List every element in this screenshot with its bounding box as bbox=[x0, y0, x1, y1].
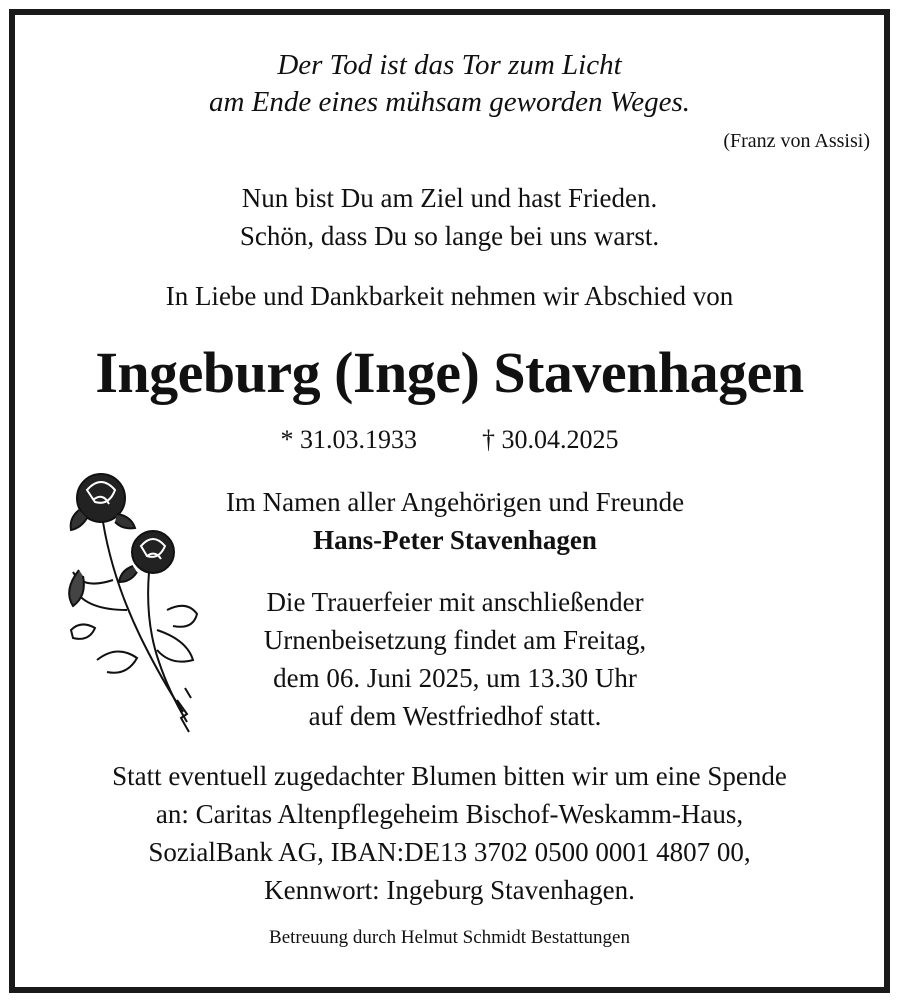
intro-text: In Liebe und Dankbarkeit nehmen wir Abschied von bbox=[165, 281, 734, 311]
quote-author: (Franz von Assisi) bbox=[723, 130, 870, 152]
signer-name: Hans-Peter Stavenhagen bbox=[313, 525, 597, 555]
death-date: † 30.04.2025 bbox=[482, 425, 619, 454]
service-line-1: Die Trauerfeier mit anschließender bbox=[266, 587, 644, 617]
deceased-name: Ingeburg (Inge) Stavenhagen bbox=[95, 340, 804, 405]
service-line-4: auf dem Westfriedhof statt. bbox=[308, 701, 602, 731]
service-line-3: dem 06. Juni 2025, um 13.30 Uhr bbox=[273, 663, 637, 693]
verse-line-2: Schön, dass Du so lange bei uns warst. bbox=[239, 221, 660, 251]
verse-line-1: Nun bist Du am Ziel und hast Frieden. bbox=[241, 183, 658, 213]
quote-line-1: Der Tod ist das Tor zum Licht bbox=[277, 49, 622, 81]
obituary-content bbox=[15, 15, 884, 987]
undertaker-credit: Betreuung durch Helmut Schmidt Bestattungen bbox=[269, 927, 630, 948]
quote-line-2: am Ende eines mühsam geworden Weges. bbox=[208, 86, 691, 118]
service-line-2: Urnenbeisetzung findet am Freitag, bbox=[263, 625, 647, 655]
obituary-frame bbox=[9, 9, 890, 993]
donation-line-4: Kennwort: Ingeburg Stavenhagen. bbox=[264, 875, 635, 905]
family-line: Im Namen aller Angehörigen und Freunde bbox=[225, 487, 685, 517]
donation-line-1: Statt eventuell zugedachter Blumen bitten wir um eine Spende bbox=[112, 761, 787, 791]
life-dates bbox=[15, 425, 884, 455]
birth-date: * 31.03.1933 bbox=[280, 425, 417, 454]
donation-line-2: an: Caritas Altenpflegeheim Bischof-Weskamm-Haus, bbox=[155, 799, 744, 829]
donation-line-3: SozialBank AG, IBAN:DE13 3702 0500 0001 4807 00, bbox=[148, 837, 751, 867]
